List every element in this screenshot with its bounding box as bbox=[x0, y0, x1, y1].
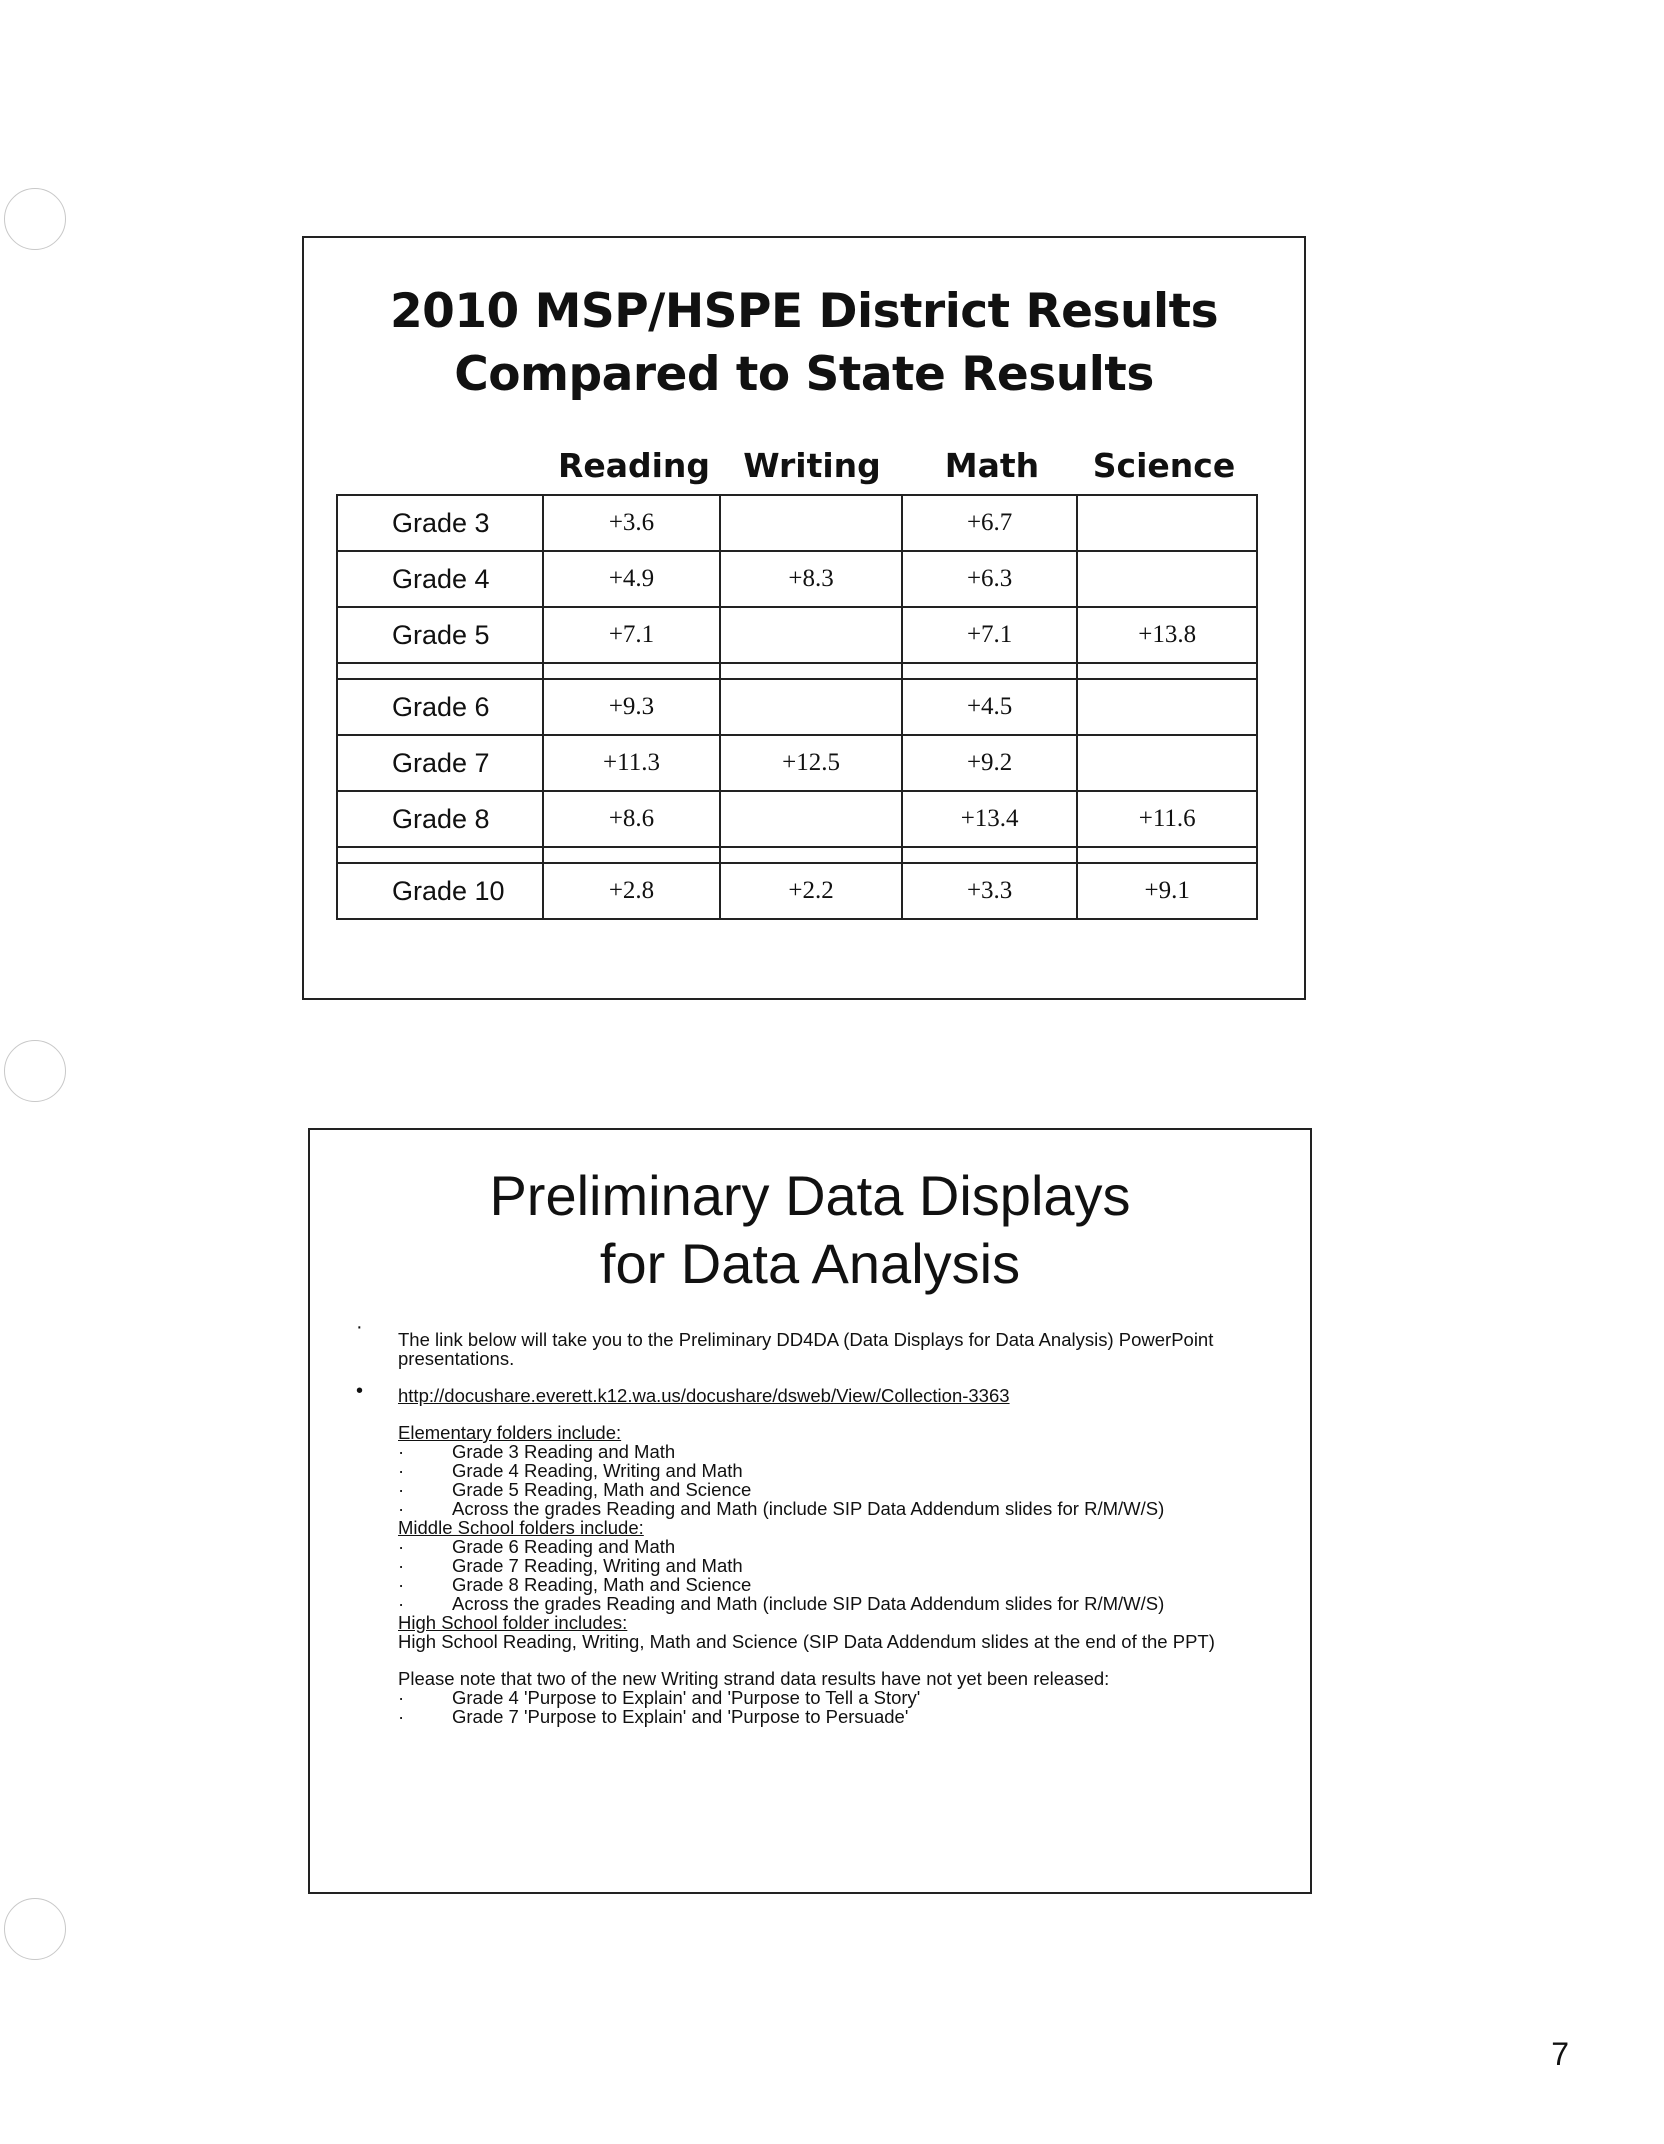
list-item: · Grade 7 'Purpose to Explain' and 'Purpose to Persuade' bbox=[398, 1707, 1278, 1726]
table-row bbox=[337, 735, 1257, 791]
slide-title bbox=[310, 1162, 1310, 1298]
math-value: +6.3 bbox=[902, 551, 1078, 607]
column-header-math: Math bbox=[944, 446, 1040, 485]
science-value: +9.1 bbox=[1077, 863, 1257, 919]
reading-value: +9.3 bbox=[543, 679, 721, 735]
science-value bbox=[1077, 551, 1257, 607]
writing-value bbox=[720, 607, 902, 663]
table-row bbox=[337, 863, 1257, 919]
punch-hole-bottom bbox=[4, 1898, 66, 1960]
slide-title-line2: for Data Analysis bbox=[599, 1232, 1021, 1295]
reading-value: +4.9 bbox=[543, 551, 721, 607]
page-number: 7 bbox=[1551, 2036, 1569, 2072]
science-value bbox=[1077, 679, 1257, 735]
science-value: +11.6 bbox=[1077, 791, 1257, 847]
table-row bbox=[337, 607, 1257, 663]
elementary-heading: Elementary folders include: bbox=[398, 1422, 622, 1443]
math-value: +6.7 bbox=[902, 495, 1078, 551]
slide-body bbox=[398, 1330, 1278, 1726]
grade-label: Grade 4 bbox=[337, 551, 543, 607]
bullet-dot: · bbox=[356, 1316, 363, 1338]
list-item: · Grade 4 Reading, Writing and Math bbox=[398, 1461, 1278, 1480]
table-row bbox=[337, 679, 1257, 735]
column-header-reading: Reading bbox=[557, 446, 711, 485]
writing-value: +8.3 bbox=[720, 551, 902, 607]
grade-label: Grade 6 bbox=[337, 679, 543, 735]
list-item: · Grade 4 'Purpose to Explain' and 'Purpose to Tell a Story' bbox=[398, 1688, 1278, 1707]
science-value: +13.8 bbox=[1077, 607, 1257, 663]
writing-note: Please note that two of the new Writing strand data results have not yet been released: bbox=[398, 1668, 1110, 1689]
table-row bbox=[337, 791, 1257, 847]
writing-value: +2.2 bbox=[720, 863, 902, 919]
writing-value bbox=[720, 791, 902, 847]
slide-title bbox=[304, 280, 1304, 406]
writing-value bbox=[720, 495, 902, 551]
high-school-text: High School Reading, Writing, Math and Science (SIP Data Addendum slides at the end of the PPT) bbox=[398, 1631, 1215, 1652]
table-spacer-row bbox=[337, 847, 1257, 863]
high-school-heading: High School folder includes: bbox=[398, 1612, 628, 1633]
list-item: · Across the grades Reading and Math (include SIP Data Addendum slides for R/M/W/S) bbox=[398, 1499, 1278, 1518]
table-row bbox=[337, 495, 1257, 551]
grade-label: Grade 10 bbox=[337, 863, 543, 919]
column-header-writing: Writing bbox=[743, 446, 881, 485]
collection-link[interactable]: http://docushare.everett.k12.wa.us/docushare/dsweb/View/Collection-3363 bbox=[398, 1385, 1010, 1406]
slide-title-line1: 2010 MSP/HSPE District Results bbox=[389, 284, 1219, 339]
grade-label: Grade 5 bbox=[337, 607, 543, 663]
slide-title-line2: Compared to State Results bbox=[454, 347, 1154, 402]
punch-hole-top bbox=[4, 188, 66, 250]
punch-hole-middle bbox=[4, 1040, 66, 1102]
table-row bbox=[337, 551, 1257, 607]
list-item: · Across the grades Reading and Math (include SIP Data Addendum slides for R/M/W/S) bbox=[398, 1594, 1278, 1613]
list-item: · Grade 5 Reading, Math and Science bbox=[398, 1480, 1278, 1499]
column-header-science: Science bbox=[1092, 446, 1236, 485]
math-value: +9.2 bbox=[902, 735, 1078, 791]
slide-district-results bbox=[302, 236, 1306, 1000]
slide-title-line1: Preliminary Data Displays bbox=[489, 1164, 1131, 1227]
middle-school-heading: Middle School folders include: bbox=[398, 1517, 644, 1538]
reading-value: +7.1 bbox=[543, 607, 721, 663]
reading-value: +11.3 bbox=[543, 735, 721, 791]
math-value: +7.1 bbox=[902, 607, 1078, 663]
table-spacer-row bbox=[337, 663, 1257, 679]
math-value: +4.5 bbox=[902, 679, 1078, 735]
grade-label: Grade 3 bbox=[337, 495, 543, 551]
math-value: +3.3 bbox=[902, 863, 1078, 919]
list-item: · Grade 6 Reading and Math bbox=[398, 1537, 1278, 1556]
writing-value: +12.5 bbox=[720, 735, 902, 791]
intro-text: The link below will take you to the Preliminary DD4DA (Data Displays for Data Analysis) PowerPoint presentations. bbox=[398, 1329, 1214, 1369]
grade-label: Grade 8 bbox=[337, 791, 543, 847]
grade-label: Grade 7 bbox=[337, 735, 543, 791]
slide-preliminary-data-displays bbox=[308, 1128, 1312, 1894]
reading-value: +3.6 bbox=[543, 495, 721, 551]
results-table bbox=[336, 494, 1258, 920]
list-item: · Grade 8 Reading, Math and Science bbox=[398, 1575, 1278, 1594]
list-item: · Grade 7 Reading, Writing and Math bbox=[398, 1556, 1278, 1575]
science-value bbox=[1077, 495, 1257, 551]
writing-value bbox=[720, 679, 902, 735]
reading-value: +8.6 bbox=[543, 791, 721, 847]
reading-value: +2.8 bbox=[543, 863, 721, 919]
math-value: +13.4 bbox=[902, 791, 1078, 847]
bullet-dot: • bbox=[356, 1380, 364, 1402]
science-value bbox=[1077, 735, 1257, 791]
list-item: · Grade 3 Reading and Math bbox=[398, 1442, 1278, 1461]
